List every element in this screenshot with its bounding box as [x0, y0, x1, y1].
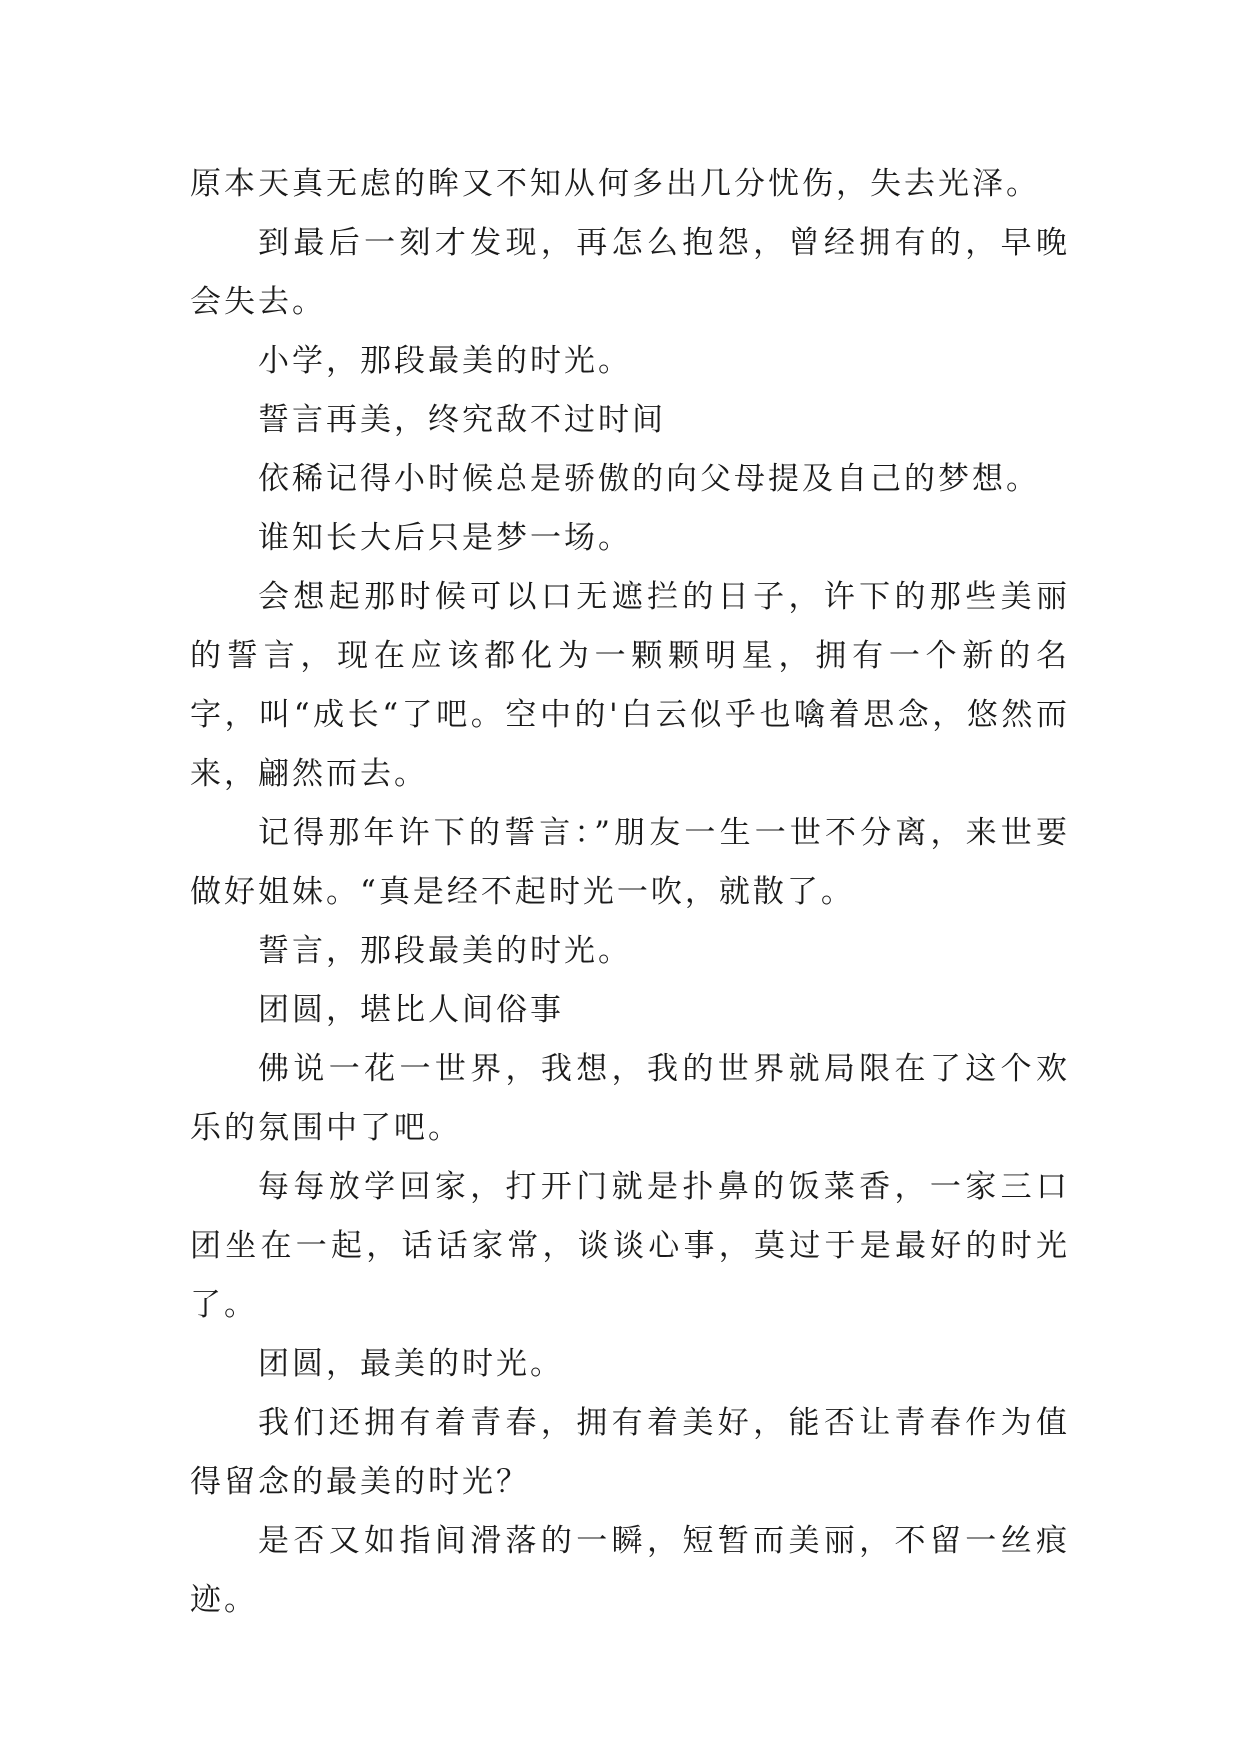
paragraph-11: 佛说一花一世界，我想，我的世界就局限在了这个欢乐的氛围中了吧。: [190, 1051, 1070, 1146]
paragraph-6: 谁知长大后只是梦一场。: [258, 520, 632, 556]
paragraph-1: 原本天真无虑的眸又不知从何多出几分忧伤，失去光泽。: [190, 166, 1040, 202]
paragraph-12: 每每放学回家，打开门就是扑鼻的饭菜香，一家三口团坐在一起，话话家常，谈谈心事，莫过于是最好的时光了。: [190, 1169, 1070, 1323]
paragraph-9: 誓言，那段最美的时光。: [258, 933, 632, 969]
paragraph-10: 团圆，堪比人间俗事: [258, 992, 564, 1028]
paragraph-4: 誓言再美，终究敌不过时间: [258, 402, 666, 438]
paragraph-15: 是否又如指间滑落的一瞬，短暂而美丽，不留一丝痕迹。: [190, 1523, 1070, 1618]
paragraph-7: 会想起那时候可以口无遮拦的日子，许下的那些美丽的誓言，现在应该都化为一颗颗明星，拥有一个新的名字，叫“成长“了吧。空中的'白云似乎也噙着思念，悠然而来，翩然而去。: [190, 579, 1070, 792]
document-body: [190, 155, 1070, 1630]
paragraph-3: 小学，那段最美的时光。: [258, 343, 632, 379]
paragraph-5: 依稀记得小时候总是骄傲的向父母提及自己的梦想。: [258, 461, 1040, 497]
paragraph-2: 到最后一刻才发现，再怎么抱怨，曾经拥有的，早晚会失去。: [190, 225, 1070, 320]
paragraph-13: 团圆，最美的时光。: [258, 1346, 564, 1382]
paragraph-14: 我们还拥有着青春，拥有着美好，能否让青春作为值得留念的最美的时光？: [190, 1405, 1070, 1500]
paragraph-8: 记得那年许下的誓言：”朋友一生一世不分离，来世要做好姐妹。“真是经不起时光一吹，就散了。: [190, 815, 1070, 910]
